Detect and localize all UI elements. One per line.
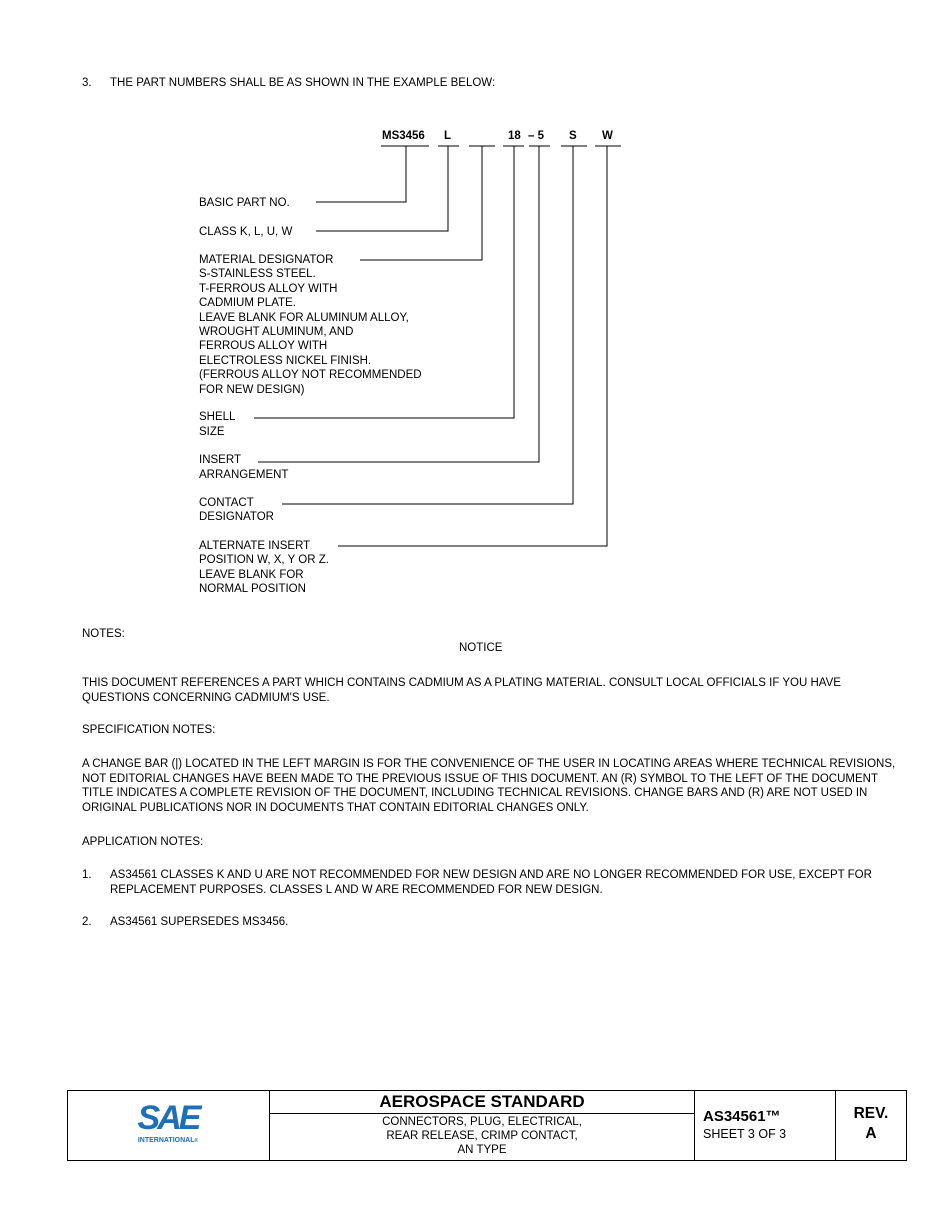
sae-logo-sub: INTERNATIONAL xyxy=(137,1137,195,1144)
callout-material-line: CADMIUM PLATE. xyxy=(199,297,296,310)
callout-contact-1: CONTACT xyxy=(199,497,254,509)
callout-alternate-2: POSITION W, X, Y OR Z. xyxy=(199,554,329,566)
leader-position xyxy=(338,146,607,546)
sae-logo-text: SAE xyxy=(137,1099,199,1137)
callout-alternate-3: LEAVE BLANK FOR xyxy=(199,569,304,581)
leader-basic xyxy=(316,146,406,202)
rev-value: A xyxy=(865,1125,877,1142)
doc-number: AS34561™ xyxy=(703,1108,781,1125)
app-note-text: AS34561 SUPERSEDES MS3456. xyxy=(110,916,289,928)
app-note-text: AS34561 CLASSES K AND U ARE NOT RECOMMENDED FOR NEW DESIGN AND ARE NO LONGER RECOMMENDED FOR USE, EXCEPT FOR REPLACEMENT PURPOSES. CLASSES L AND W ARE RECOMMENDED FOR NEW DESIGN. xyxy=(110,869,872,896)
doc-title-line: AN TYPE xyxy=(457,1144,507,1156)
callout-material-line: FERROUS ALLOY WITH xyxy=(199,340,328,353)
app-note-number: 2. xyxy=(82,916,92,928)
spec-notes-text: A CHANGE BAR (|) LOCATED IN THE LEFT MARGIN IS FOR THE CONVENIENCE OF THE USER IN LOCATING AREAS WHERE TECHNICAL REVISIONS, NOT EDITORIAL CHANGES HAVE BEEN MADE TO THE PREVIOUS ISSUE OF THIS DOCUMENT. AN (R) SYMBOL TO THE LEFT OF THE DOCUMENT TITLE INDICATES A COMPLETE REVISION OF THE DOCUMENT, INCLUDING TECHNICAL REVISIONS. CHANGE BARS AND (R) ARE NOT USED IN ORIGINAL PUBLICATIONS NOR IN DOCUMENTS THAT CONTAIN EDITORIAL CHANGES ONLY. xyxy=(82,758,896,814)
sae-logo-subtext xyxy=(128,1136,208,1146)
rev-cell xyxy=(836,1091,906,1160)
callout-alternate-1: ALTERNATE INSERT xyxy=(199,540,311,552)
notice-title: NOTICE xyxy=(459,642,503,654)
callout-material-line: LEAVE BLANK FOR ALUMINUM ALLOY, xyxy=(199,311,409,324)
notice-text: THIS DOCUMENT REFERENCES A PART WHICH CONTAINS CADMIUM AS A PLATING MATERIAL. CONSULT LOCAL OFFICIALS IF YOU HAVE QUESTIONS CONCERNING CADMIUM'S USE. xyxy=(82,677,841,704)
app-note-number: 1. xyxy=(82,869,92,881)
leader-material xyxy=(360,146,482,260)
pn-contact: S xyxy=(569,130,577,142)
leader-class xyxy=(316,146,448,231)
callout-material-line: (FERROUS ALLOY NOT RECOMMENDED xyxy=(199,369,422,382)
callout-alternate-4: NORMAL POSITION xyxy=(199,583,306,595)
callout-shell-2: SIZE xyxy=(199,426,225,438)
doc-title-line: CONNECTORS, PLUG, ELECTRICAL, xyxy=(382,1116,582,1128)
callout-insert-2: ARRANGEMENT xyxy=(199,469,289,481)
app-notes-heading: APPLICATION NOTES: xyxy=(82,836,204,848)
doc-title xyxy=(270,1115,694,1157)
section-text: THE PART NUMBERS SHALL BE AS SHOWN IN THE EXAMPLE BELOW: xyxy=(110,77,496,89)
callout-material-line: T-FERROUS ALLOY WITH xyxy=(199,282,338,295)
leader-insert xyxy=(258,146,539,462)
callout-material-line: WROUGHT ALUMINUM, AND xyxy=(199,326,354,338)
title-block xyxy=(67,1090,907,1161)
pn-class: L xyxy=(444,130,452,142)
callout-insert-1: INSERT xyxy=(199,454,241,466)
callout-class: CLASS K, L, U, W xyxy=(199,226,293,238)
pn-basic: MS3456 xyxy=(382,130,425,142)
callout-basic: BASIC PART NO. xyxy=(199,197,290,209)
title-cell xyxy=(270,1091,695,1160)
callout-material-line: FOR NEW DESIGN) xyxy=(199,383,305,396)
logo-cell xyxy=(68,1091,270,1160)
sae-logo xyxy=(128,1101,208,1146)
section-number: 3. xyxy=(82,77,92,89)
callout-material-line: S-STAINLESS STEEL. xyxy=(199,268,316,281)
doc-title-line: REAR RELEASE, CRIMP CONTACT, xyxy=(386,1130,578,1142)
sae-logo-reg: ® xyxy=(194,1138,199,1144)
sheet-number: SHEET 3 OF 3 xyxy=(703,1127,787,1141)
standard-label: AEROSPACE STANDARD xyxy=(270,1091,694,1114)
pn-position: W xyxy=(602,130,613,142)
callout-shell-1: SHELL xyxy=(199,411,236,423)
notes-heading: NOTES: xyxy=(82,628,125,640)
docnum-cell xyxy=(695,1091,836,1160)
pn-shell: 18 xyxy=(508,130,521,142)
callout-material-line: ELECTROLESS NICKEL FINISH. xyxy=(199,354,372,367)
rev-label: REV. xyxy=(853,1105,889,1122)
callout-material-line: MATERIAL DESIGNATOR xyxy=(199,254,334,266)
spec-notes-heading: SPECIFICATION NOTES: xyxy=(82,724,216,736)
pn-insert: – 5 xyxy=(528,130,544,142)
callout-contact-2: DESIGNATOR xyxy=(199,511,274,523)
